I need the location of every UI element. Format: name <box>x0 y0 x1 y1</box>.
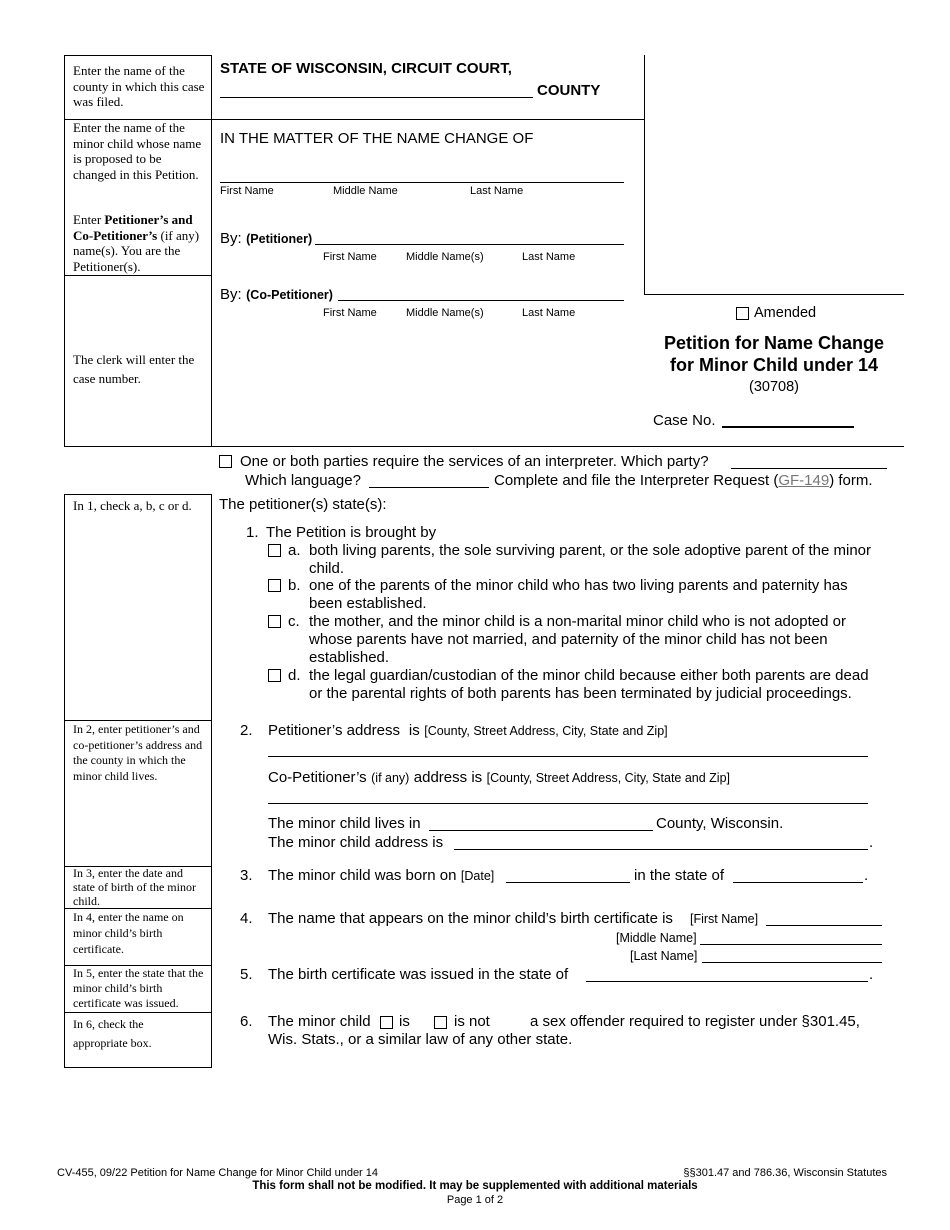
item3-period: . <box>864 867 869 884</box>
is-label: is <box>399 1013 410 1030</box>
option-c-letter: c. <box>288 613 300 630</box>
interpreter-line2 <box>494 472 873 489</box>
co-petitioner-address-label: Co-Petitioner’s <box>268 769 367 786</box>
item4-text: The name that appears on the minor child’s birth certificate is <box>268 910 673 927</box>
item5-number: 5. <box>240 966 253 983</box>
footer-statutes: §§301.47 and 786.36, Wisconsin Statutes <box>683 1167 887 1179</box>
case-number-field[interactable] <box>722 426 854 428</box>
item4-number: 4. <box>240 910 253 927</box>
petitioner-last-name-label: Last Name <box>522 251 576 263</box>
form-title-line1: Petition for Name Change <box>663 333 885 353</box>
body-side-rule-2 <box>64 720 212 721</box>
is-not-offender-checkbox[interactable] <box>434 1016 447 1029</box>
item1-number: 1. <box>246 524 259 541</box>
item5-period: . <box>869 966 874 983</box>
gf-149-link[interactable]: GF-149 <box>778 472 830 489</box>
county-name-field[interactable] <box>220 97 533 98</box>
interpreter-line1: One or both parties require the services of an interpreter. Which party? <box>240 453 709 470</box>
option-b-letter: b. <box>288 577 301 594</box>
birth-date-field[interactable] <box>506 882 630 883</box>
petitioner-by-line <box>220 230 312 248</box>
child-county-field[interactable] <box>429 830 653 831</box>
item5-instruction: In 5, enter the state that the minor child’s birth certificate was issued. <box>73 966 204 1010</box>
petitioner-instruction-suffix: (if any) name(s). You are the Petitioner(s). <box>73 227 200 274</box>
petitioner-name-field[interactable] <box>315 244 624 245</box>
birth-state-field[interactable] <box>733 882 863 883</box>
co-petitioner-last-name-label: Last Name <box>522 307 576 319</box>
child-address-field[interactable] <box>454 849 868 850</box>
petitioner-address-label: Petitioner’s address <box>268 722 401 739</box>
child-address-period: . <box>869 834 874 851</box>
co-petitioner-address-is: address is <box>413 769 483 786</box>
footer-notice: This form shall not be modified. It may be supplemented with additional materials <box>252 1180 698 1192</box>
child-first-name-label: First Name <box>220 185 274 197</box>
is-offender-checkbox[interactable] <box>380 1016 393 1029</box>
birth-first-name-hint: [First Name] <box>690 912 759 926</box>
item3-number: 3. <box>240 867 253 884</box>
option-a-line1: both living parents, the sole surviving parent, or the sole adoptive parent of the minor <box>309 542 871 559</box>
option-c-line2: whose parents have not married, and paternity of the minor child has not been <box>309 631 828 648</box>
option-b-checkbox[interactable] <box>268 579 281 592</box>
petitioner-instruction-bold: Petitioner’s and Co-Petitioner’s <box>73 212 193 243</box>
petitioner-instruction <box>73 212 213 274</box>
item6-number: 6. <box>240 1013 253 1030</box>
birth-last-name-field[interactable] <box>702 962 882 963</box>
amended-label: Amended <box>754 305 817 321</box>
option-c-line3: established. <box>309 649 390 666</box>
petitioner-address-is: is <box>408 722 420 739</box>
child-middle-name-label: Middle Name <box>333 185 398 197</box>
item1-instruction: In 1, check a, b, c or d. <box>73 498 192 513</box>
birth-first-name-field[interactable] <box>766 925 882 926</box>
caption-box-rule <box>644 294 904 295</box>
co-petitioner-name-field[interactable] <box>338 300 624 301</box>
county-row-rule <box>211 119 645 120</box>
child-last-name-label: Last Name <box>470 185 524 197</box>
option-c-line1: the mother, and the minor child is a non-marital minor child who is not adopted or <box>309 613 846 630</box>
option-d-letter: d. <box>288 667 301 684</box>
item3-instruction: In 3, enter the date and state of birth of the minor child. <box>73 866 196 908</box>
petitioner-address-hint: [County, Street Address, City, State and Zip] <box>424 724 668 738</box>
amended-checkbox[interactable] <box>736 307 749 320</box>
case-no-label: Case No. <box>653 412 716 429</box>
co-petitioner-middle-name-label: Middle Name(s) <box>406 307 484 319</box>
petitioners-state-intro: The petitioner(s) state(s): <box>219 496 387 513</box>
option-a-line2: child. <box>309 560 345 577</box>
option-a-letter: a. <box>288 542 301 559</box>
item6-line2: Wis. Stats., or a similar law of any other state. <box>268 1031 573 1048</box>
co-petitioner-by-label: By: <box>220 286 242 303</box>
form-code: (30708) <box>749 379 799 395</box>
option-b-line2: been established. <box>309 595 427 612</box>
item6-line1: a sex offender required to register under §301.45, <box>530 1013 860 1030</box>
item5-text: The birth certificate was issued in the state of <box>268 966 569 983</box>
interpreter-checkbox[interactable] <box>219 455 232 468</box>
item2-instruction: In 2, enter petitioner’s and co-petitioner’s address and the county in which the minor child lives. <box>73 722 203 783</box>
option-a-checkbox[interactable] <box>268 544 281 557</box>
petitioner-middle-name-label: Middle Name(s) <box>406 251 484 263</box>
petitioner-by-label: By: <box>220 230 242 247</box>
co-petitioner-label: (Co-Petitioner) <box>246 288 333 302</box>
form-title-line2: for Minor Child under 14 <box>669 355 878 375</box>
item3-state-text: in the state of <box>634 867 725 884</box>
petitioner-instruction-prefix: Enter <box>73 212 105 227</box>
minor-child-name-field[interactable] <box>220 182 624 183</box>
co-petitioner-if-any: (if any) <box>371 771 410 785</box>
item2-number: 2. <box>240 722 253 739</box>
body-side-left-border <box>64 494 65 1068</box>
court-title: STATE OF WISCONSIN, CIRCUIT COURT, <box>220 60 512 77</box>
petitioner-address-field[interactable] <box>268 756 868 757</box>
co-petitioner-address-hint: [County, Street Address, City, State and Zip] <box>486 771 731 785</box>
petitioner-label: (Petitioner) <box>246 232 313 246</box>
footer-page: Page 1 of 2 <box>446 1194 504 1206</box>
county-instruction: Enter the name of the county in which this case was filed. <box>73 63 205 109</box>
interpreter-request-text: Complete and file the Interpreter Request ( <box>494 472 779 489</box>
birth-last-name-hint: [Last Name] <box>630 949 698 963</box>
option-d-line1: the legal guardian/custodian of the minor child because either both parents are dead <box>309 667 869 684</box>
item3-born-text: The minor child was born on <box>268 867 457 884</box>
co-petitioner-by-line <box>220 286 333 304</box>
item1-text: The Petition is brought by <box>266 524 437 541</box>
is-not-label: is not <box>454 1013 490 1030</box>
body-side-bottom <box>64 1067 212 1068</box>
interpreter-party-field[interactable] <box>731 468 887 469</box>
co-petitioner-address-line <box>268 769 730 787</box>
petitioner-address-line <box>268 722 668 740</box>
header-bottom-rule <box>64 446 904 447</box>
county-wisconsin-label: County, Wisconsin. <box>656 815 784 832</box>
item4-instruction: In 4, enter the name on minor child’s birth certificate. <box>73 910 184 956</box>
option-d-line2: or the parental rights of both parents has been terminated by judicial proceedings. <box>309 685 852 702</box>
minor-child-instruction: Enter the name of the minor child whose name is proposed to be changed in this Petition. <box>73 120 202 182</box>
birth-middle-name-field[interactable] <box>700 944 882 945</box>
body-side-right-border <box>211 494 212 1068</box>
body-side-top <box>64 494 212 495</box>
county-label: COUNTY <box>537 82 601 99</box>
option-d-checkbox[interactable] <box>268 669 281 682</box>
petitioner-first-name-label: First Name <box>323 251 377 263</box>
header-right-divider <box>644 55 645 295</box>
clerk-instruction: The clerk will enter the case number. <box>73 352 195 386</box>
item3-date-hint: [Date] <box>460 869 495 883</box>
interpreter-request-suffix: ) form. <box>829 472 873 489</box>
item3-born-line <box>268 867 494 885</box>
co-petitioner-address-field[interactable] <box>268 803 868 804</box>
option-b-line1: one of the parents of the minor child who has two living parents and paternity has <box>309 577 848 594</box>
option-c-checkbox[interactable] <box>268 615 281 628</box>
footer-form-id: CV-455, 09/22 Petition for Name Change for Minor Child under 14 <box>57 1167 379 1179</box>
interpreter-language-label: Which language? <box>245 472 361 489</box>
certificate-state-field[interactable] <box>586 981 868 982</box>
interpreter-language-field[interactable] <box>369 487 489 488</box>
side-rule-2 <box>64 275 212 276</box>
side-column-left-border <box>64 55 65 447</box>
item6-prefix: The minor child <box>268 1013 371 1030</box>
body-side-rule-6 <box>64 1012 212 1013</box>
child-lives-in-label: The minor child lives in <box>268 815 421 832</box>
matter-title: IN THE MATTER OF THE NAME CHANGE OF <box>220 130 534 147</box>
item6-instruction: In 6, check the appropriate box. <box>73 1017 152 1050</box>
co-petitioner-first-name-label: First Name <box>323 307 377 319</box>
child-address-label: The minor child address is <box>268 834 444 851</box>
birth-middle-name-hint: [Middle Name] <box>616 931 697 945</box>
header-top-rule <box>64 55 212 56</box>
